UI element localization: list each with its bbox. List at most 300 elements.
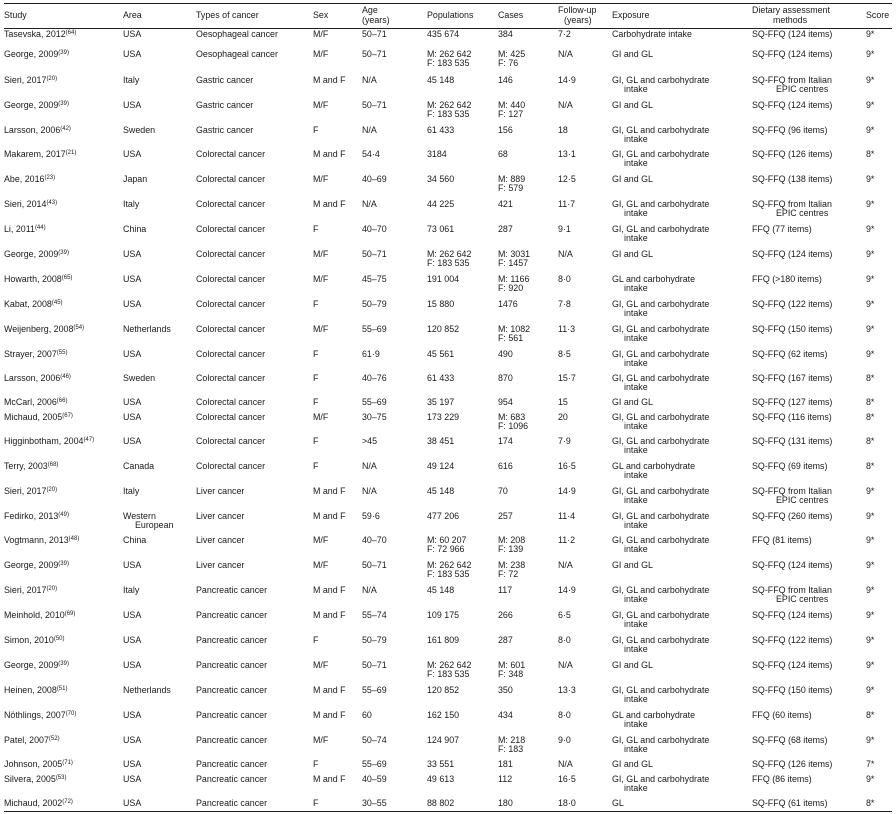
score-cell: 9* xyxy=(866,660,875,670)
population-cell: 173 229 xyxy=(427,412,460,422)
area-cell: Netherlands xyxy=(123,324,171,334)
diet-method-cell: SQ-FFQ (150 items) xyxy=(752,324,833,334)
sex-cell: M and F xyxy=(313,585,346,595)
cancer-type-cell: Colorectal cancer xyxy=(196,461,266,471)
follow-up-cell: 12·5 xyxy=(558,174,576,184)
cancer-type-cell: Pancreatic cancer xyxy=(196,798,268,808)
study-cell: George, 2009$^{(39)}$ xyxy=(4,49,69,59)
cancer-type-cell: Colorectal cancer xyxy=(196,274,266,284)
study-cell: Weijenberg, 2008$^{(54)}$ xyxy=(4,324,85,334)
cancer-type-cell: Colorectal cancer xyxy=(196,199,266,209)
diet-method-cell: SQ-FFQ (260 items) xyxy=(752,511,833,521)
study-cell: Sieri, 2014$^{(43)}$ xyxy=(4,199,58,209)
area-cell: USA xyxy=(123,100,142,110)
age-cell: N/A xyxy=(362,199,377,209)
cancer-type-cell: Gastric cancer xyxy=(196,75,254,85)
study-cell: Strayer, 2007$^{(55)}$ xyxy=(4,349,68,359)
study-cell: Kabat, 2008$^{(45)}$ xyxy=(4,299,63,309)
population-cell: 49 124 xyxy=(427,461,455,471)
reference-superscript: (70) xyxy=(65,711,77,717)
cancer-type-cell: Pancreatic cancer xyxy=(196,710,268,720)
exposure-cell: GI, GL and carbohydrate intake xyxy=(612,585,710,605)
diet-method-cell: SQ-FFQ (127 items) xyxy=(752,397,833,407)
age-cell: 30–75 xyxy=(362,412,387,422)
sex-cell: F xyxy=(313,397,319,407)
age-cell: 40–76 xyxy=(362,373,387,383)
cancer-type-cell: Colorectal cancer xyxy=(196,249,266,259)
score-cell: 9* xyxy=(866,75,875,85)
area-cell: USA xyxy=(123,29,142,39)
cases-cell: M: 208 F: 139 xyxy=(498,535,526,555)
age-cell: N/A xyxy=(362,486,377,496)
cancer-type-cell: Pancreatic cancer xyxy=(196,685,268,695)
population-cell: 15 880 xyxy=(427,299,455,309)
cases-cell: 954 xyxy=(498,397,513,407)
study-cell: George, 2009$^{(39)}$ xyxy=(4,560,69,570)
population-cell: 124 907 xyxy=(427,735,460,745)
study-cell: Sieri, 2017$^{(20)}$ xyxy=(4,486,58,496)
population-cell: 45 148 xyxy=(427,75,455,85)
population-cell: 44 225 xyxy=(427,199,455,209)
area-cell: USA xyxy=(123,274,142,284)
follow-up-cell: 14·9 xyxy=(558,585,576,595)
cases-cell: 68 xyxy=(498,149,508,159)
score-cell: 9* xyxy=(866,29,875,39)
header-score: Score xyxy=(866,10,890,20)
sex-cell: M and F xyxy=(313,774,346,784)
cancer-type-cell: Pancreatic cancer xyxy=(196,585,268,595)
score-cell: 7* xyxy=(866,759,875,769)
follow-up-cell: 7·2 xyxy=(558,29,571,39)
study-cell: Makarem, 2017$^{(21)}$ xyxy=(4,149,77,159)
diet-method-cell: SQ-FFQ (124 items) xyxy=(752,100,833,110)
population-cell: 3184 xyxy=(427,149,447,159)
cancer-type-cell: Colorectal cancer xyxy=(196,412,266,422)
exposure-cell: GI, GL and carbohydrate intake xyxy=(612,635,710,655)
score-cell: 8* xyxy=(866,397,875,407)
age-cell: 50–71 xyxy=(362,29,387,39)
reference-superscript: (68) xyxy=(47,462,59,468)
cases-cell: M: 425 F: 76 xyxy=(498,49,526,69)
area-cell: USA xyxy=(123,299,142,309)
exposure-cell: GI, GL and carbohydrate intake xyxy=(612,149,710,169)
score-cell: 8* xyxy=(866,149,875,159)
age-cell: 40–70 xyxy=(362,535,387,545)
follow-up-cell: 11·3 xyxy=(558,324,576,334)
reference-superscript: (49) xyxy=(58,512,69,518)
diet-method-cell: SQ-FFQ (167 items) xyxy=(752,373,833,383)
cancer-type-cell: Colorectal cancer xyxy=(196,174,266,184)
population-cell: 435 674 xyxy=(427,29,460,39)
area-cell: USA xyxy=(123,349,142,359)
follow-up-cell: 20 xyxy=(558,412,568,422)
reference-superscript: (50) xyxy=(53,636,65,642)
study-cell: Heinen, 2008$^{(51)}$ xyxy=(4,685,68,695)
area-cell: Netherlands xyxy=(123,685,171,695)
population-cell: 49 613 xyxy=(427,774,455,784)
cases-cell: 287 xyxy=(498,635,513,645)
exposure-cell: GI and GL xyxy=(612,49,653,59)
diet-method-cell: SQ-FFQ (116 items) xyxy=(752,412,832,422)
cancer-type-cell: Colorectal cancer xyxy=(196,299,266,309)
score-cell: 9* xyxy=(866,585,875,595)
age-cell: >45 xyxy=(362,436,378,446)
study-cell: Li, 2011$^{(44)}$ xyxy=(4,224,46,234)
population-cell: 88 802 xyxy=(427,798,455,808)
cancer-type-cell: Pancreatic cancer xyxy=(196,610,268,620)
population-cell: M: 262 642 F: 183 535 xyxy=(427,100,472,120)
exposure-cell: GI, GL and carbohydrate intake xyxy=(612,436,710,456)
area-cell: USA xyxy=(123,49,142,59)
sex-cell: F xyxy=(313,436,319,446)
follow-up-cell: 14·9 xyxy=(558,486,576,496)
header-sex: Sex xyxy=(313,10,329,20)
diet-method-cell: SQ-FFQ (124 items) xyxy=(752,249,833,259)
study-cell: Terry, 2003$^{(68)}$ xyxy=(4,461,59,471)
diet-method-cell: SQ-FFQ (62 items) xyxy=(752,349,828,359)
cancer-type-cell: Colorectal cancer xyxy=(196,149,266,159)
sex-cell: F xyxy=(313,349,319,359)
follow-up-cell: 8·0 xyxy=(558,635,571,645)
follow-up-cell: 18·0 xyxy=(558,798,576,808)
cases-cell: 112 xyxy=(498,774,513,784)
score-cell: 9* xyxy=(866,49,875,59)
exposure-cell: GI, GL and carbohydrate intake xyxy=(612,324,710,344)
cases-cell: M: 1082 F: 561 xyxy=(498,324,531,344)
reference-superscript: (43) xyxy=(46,200,58,206)
study-cell: Abe, 2016$^{(23)}$ xyxy=(4,174,56,184)
follow-up-cell: 15·7 xyxy=(558,373,576,383)
study-cell: Sieri, 2017$^{(20)}$ xyxy=(4,75,58,85)
reference-superscript: (55) xyxy=(56,350,68,356)
age-cell: 50–79 xyxy=(362,635,387,645)
score-cell: 9* xyxy=(866,224,875,234)
reference-superscript: (67) xyxy=(62,413,73,419)
study-cell: George, 2009$^{(39)}$ xyxy=(4,100,69,110)
reference-superscript: (64) xyxy=(65,30,77,36)
header-types: Types of cancer xyxy=(196,10,259,20)
age-cell: 55–74 xyxy=(362,610,387,620)
area-cell: Sweden xyxy=(123,125,156,135)
header-study: Study xyxy=(4,10,27,20)
follow-up-cell: 11·4 xyxy=(558,511,576,521)
diet-method-cell: SQ-FFQ (122 items) xyxy=(752,635,833,645)
age-cell: 50–71 xyxy=(362,660,387,670)
sex-cell: F xyxy=(313,798,319,808)
age-cell: 40–70 xyxy=(362,224,387,234)
cases-cell: M: 1166 F: 920 xyxy=(498,274,530,294)
score-cell: 9* xyxy=(866,274,875,284)
exposure-cell: GI, GL and carbohydrate intake xyxy=(612,412,710,432)
age-cell: 50–71 xyxy=(362,49,387,59)
follow-up-cell: 16·5 xyxy=(558,774,576,784)
cases-cell: 287 xyxy=(498,224,513,234)
reference-superscript: (23) xyxy=(44,175,56,181)
cancer-type-cell: Liver cancer xyxy=(196,535,245,545)
cases-cell: 616 xyxy=(498,461,513,471)
age-cell: N/A xyxy=(362,585,377,595)
follow-up-cell: 8·0 xyxy=(558,710,571,720)
population-cell: 191 004 xyxy=(427,274,460,284)
cases-cell: 146 xyxy=(498,75,513,85)
diet-method-cell: SQ-FFQ (61 items) xyxy=(752,798,828,808)
sex-cell: M and F xyxy=(313,610,346,620)
score-cell: 8* xyxy=(866,710,875,720)
cases-cell: 70 xyxy=(498,486,508,496)
area-cell: USA xyxy=(123,436,142,446)
sex-cell: M and F xyxy=(313,75,346,85)
cases-cell: 421 xyxy=(498,199,513,209)
score-cell: 9* xyxy=(866,511,875,521)
area-cell: China xyxy=(123,535,147,545)
diet-method-cell: SQ-FFQ (69 items) xyxy=(752,461,828,471)
exposure-cell: GL and carbohydrate intake xyxy=(612,274,696,294)
area-cell: USA xyxy=(123,412,142,422)
cases-cell: 174 xyxy=(498,436,513,446)
population-cell: 73 061 xyxy=(427,224,455,234)
reference-superscript: (20) xyxy=(46,76,58,82)
score-cell: 9* xyxy=(866,100,875,110)
score-cell: 9* xyxy=(866,635,875,645)
area-cell: USA xyxy=(123,735,142,745)
diet-method-cell: SQ-FFQ (131 items) xyxy=(752,436,833,446)
cases-cell: 117 xyxy=(498,585,513,595)
study-cell: Michaud, 2002$^{(72)}$ xyxy=(4,798,73,808)
exposure-cell: GI and GL xyxy=(612,660,653,670)
score-cell: 9* xyxy=(866,199,875,209)
cases-cell: 156 xyxy=(498,125,513,135)
header-exposure: Exposure xyxy=(612,10,650,20)
diet-method-cell: SQ-FFQ from Italian EPIC centres xyxy=(752,486,832,506)
score-cell: 9* xyxy=(866,299,875,309)
sex-cell: M/F xyxy=(313,49,329,59)
study-cell: Fedirko, 2013$^{(49)}$ xyxy=(4,511,69,521)
area-cell: USA xyxy=(123,759,142,769)
population-cell: M: 262 642 F: 183 535 xyxy=(427,560,472,580)
area-cell: Sweden xyxy=(123,373,156,383)
population-cell: M: 60 207 F: 72 966 xyxy=(427,535,467,555)
reference-superscript: (39) xyxy=(58,250,69,256)
cancer-type-cell: Oesophageal cancer xyxy=(196,29,278,39)
age-cell: 50–71 xyxy=(362,560,387,570)
exposure-cell: GI and GL xyxy=(612,100,653,110)
study-cell: Higginbotham, 2004$^{(47)}$ xyxy=(4,436,95,446)
diet-method-cell: FFQ (81 items) xyxy=(752,535,812,545)
header-diet-methods: methods xyxy=(773,15,808,25)
area-cell: USA xyxy=(123,774,142,784)
population-cell: 120 852 xyxy=(427,685,460,695)
follow-up-cell: 11·2 xyxy=(558,535,576,545)
reference-superscript: (44) xyxy=(34,225,46,231)
reference-superscript: (39) xyxy=(58,561,69,567)
age-cell: 55–69 xyxy=(362,759,387,769)
study-cell: George, 2009$^{(39)}$ xyxy=(4,249,69,259)
exposure-cell: GI, GL and carbohydrate intake xyxy=(612,774,710,794)
header-populations: Populations xyxy=(427,10,474,20)
cancer-type-cell: Colorectal cancer xyxy=(196,224,266,234)
study-cell: Larsson, 2006$^{(42)}$ xyxy=(4,125,71,135)
cancer-type-cell: Liver cancer xyxy=(196,486,245,496)
age-cell: 45–75 xyxy=(362,274,387,284)
diet-method-cell: SQ-FFQ (138 items) xyxy=(752,174,833,184)
population-cell: 477 206 xyxy=(427,511,460,521)
age-cell: 40–69 xyxy=(362,174,387,184)
population-cell: 33 551 xyxy=(427,759,455,769)
sex-cell: M and F xyxy=(313,199,346,209)
exposure-cell: GI, GL and carbohydrate intake xyxy=(612,199,710,219)
study-cell: Michaud, 2005$^{(67)}$ xyxy=(4,412,73,422)
score-cell: 9* xyxy=(866,535,875,545)
score-cell: 8* xyxy=(866,798,875,808)
sex-cell: M and F xyxy=(313,149,346,159)
age-cell: N/A xyxy=(362,125,377,135)
population-cell: 161 809 xyxy=(427,635,460,645)
cancer-type-cell: Pancreatic cancer xyxy=(196,774,268,784)
reference-superscript: (54) xyxy=(73,325,85,331)
study-cell: Larsson, 2006$^{(46)}$ xyxy=(4,373,71,383)
diet-method-cell: SQ-FFQ from Italian EPIC centres xyxy=(752,199,832,219)
age-cell: 50–74 xyxy=(362,735,387,745)
study-cell: Simon, 2010$^{(50)}$ xyxy=(4,635,65,645)
follow-up-cell: 11·7 xyxy=(558,199,576,209)
score-cell: 9* xyxy=(866,125,875,135)
diet-method-cell: SQ-FFQ (124 items) xyxy=(752,560,833,570)
age-cell: 60 xyxy=(362,710,372,720)
cancer-type-cell: Pancreatic cancer xyxy=(196,735,268,745)
diet-method-cell: FFQ (86 items) xyxy=(752,774,812,784)
follow-up-cell: 18 xyxy=(558,125,568,135)
population-cell: 45 561 xyxy=(427,349,455,359)
exposure-cell: GI, GL and carbohydrate intake xyxy=(612,486,710,506)
diet-method-cell: SQ-FFQ from Italian EPIC centres xyxy=(752,585,832,605)
score-cell: 8* xyxy=(866,436,875,446)
exposure-cell: Carbohydrate intake xyxy=(612,29,692,39)
age-cell: 55–69 xyxy=(362,685,387,695)
sex-cell: M/F xyxy=(313,274,329,284)
age-cell: 50–79 xyxy=(362,299,387,309)
age-cell: 61·9 xyxy=(362,349,380,359)
cases-cell: 180 xyxy=(498,798,513,808)
header-area: Area xyxy=(123,10,142,20)
sex-cell: F xyxy=(313,125,319,135)
header-age: Age xyxy=(362,5,378,15)
diet-method-cell: SQ-FFQ (122 items) xyxy=(752,299,833,309)
cases-cell: 490 xyxy=(498,349,513,359)
age-cell: N/A xyxy=(362,75,377,85)
follow-up-cell: 14·9 xyxy=(558,75,576,85)
study-cell: Johnson, 2005$^{(71)}$ xyxy=(4,759,73,769)
area-cell: Italy xyxy=(123,199,140,209)
cases-cell: M: 218 F: 183 xyxy=(498,735,526,755)
population-cell: M: 262 642 F: 183 535 xyxy=(427,660,472,680)
exposure-cell: GI, GL and carbohydrate intake xyxy=(612,511,710,531)
reference-superscript: (21) xyxy=(65,150,77,156)
exposure-cell: GI, GL and carbohydrate intake xyxy=(612,299,710,319)
diet-method-cell: SQ-FFQ (124 items) xyxy=(752,29,833,39)
area-cell: Western European xyxy=(123,511,174,531)
reference-superscript: (71) xyxy=(62,760,73,766)
sex-cell: M/F xyxy=(313,535,329,545)
exposure-cell: GI, GL and carbohydrate intake xyxy=(612,224,710,244)
cancer-type-cell: Colorectal cancer xyxy=(196,349,266,359)
reference-superscript: (47) xyxy=(83,437,95,443)
reference-superscript: (52) xyxy=(48,736,60,742)
study-cell: Howarth, 2008$^{(65)}$ xyxy=(4,274,73,284)
sex-cell: M and F xyxy=(313,685,346,695)
population-cell: 61 433 xyxy=(427,125,455,135)
population-cell: 38 451 xyxy=(427,436,455,446)
cases-cell: 181 xyxy=(498,759,513,769)
age-cell: 30–55 xyxy=(362,798,387,808)
cases-cell: 1476 xyxy=(498,299,518,309)
sex-cell: F xyxy=(313,224,319,234)
sex-cell: M/F xyxy=(313,560,329,570)
area-cell: USA xyxy=(123,610,142,620)
reference-superscript: (20) xyxy=(46,586,58,592)
diet-method-cell: SQ-FFQ (126 items) xyxy=(752,759,833,769)
reference-superscript: (48) xyxy=(68,536,80,542)
diet-method-cell: SQ-FFQ (126 items) xyxy=(752,149,833,159)
score-cell: 9* xyxy=(866,249,875,259)
score-cell: 8* xyxy=(866,412,875,422)
population-cell: 61 433 xyxy=(427,373,455,383)
follow-up-cell: 8·0 xyxy=(558,274,571,284)
cases-cell: M: 440 F: 127 xyxy=(498,100,526,120)
bottom-rule xyxy=(4,811,892,812)
population-cell: 35 197 xyxy=(427,397,455,407)
header-follow-up: Follow-up xyxy=(558,5,597,15)
exposure-cell: GL xyxy=(612,798,624,808)
exposure-cell: GI, GL and carbohydrate intake xyxy=(612,349,710,369)
sex-cell: M and F xyxy=(313,710,346,720)
diet-method-cell: SQ-FFQ (68 items) xyxy=(752,735,828,745)
age-cell: 50–71 xyxy=(362,249,387,259)
cancer-type-cell: Pancreatic cancer xyxy=(196,635,268,645)
cases-cell: 870 xyxy=(498,373,513,383)
reference-superscript: (65) xyxy=(61,275,73,281)
population-cell: 34 560 xyxy=(427,174,455,184)
follow-up-cell: 9·0 xyxy=(558,735,571,745)
exposure-cell: GI and GL xyxy=(612,560,653,570)
cases-cell: M: 601 F: 348 xyxy=(498,660,526,680)
follow-up-cell: 7·9 xyxy=(558,436,571,446)
age-cell: 55–69 xyxy=(362,324,387,334)
score-cell: 8* xyxy=(866,373,875,383)
cases-cell: M: 683 F: 1096 xyxy=(498,412,529,432)
diet-method-cell: SQ-FFQ (124 items) xyxy=(752,610,833,620)
diet-method-cell: FFQ (60 items) xyxy=(752,710,812,720)
follow-up-cell: 13·1 xyxy=(558,149,576,159)
area-cell: USA xyxy=(123,249,142,259)
exposure-cell: GI and GL xyxy=(612,397,653,407)
area-cell: Canada xyxy=(123,461,155,471)
header-age-unit: (years) xyxy=(362,15,390,25)
cancer-type-cell: Colorectal cancer xyxy=(196,324,266,334)
cancer-type-cell: Pancreatic cancer xyxy=(196,660,268,670)
cancer-type-cell: Oesophageal cancer xyxy=(196,49,278,59)
score-cell: 9* xyxy=(866,560,875,570)
exposure-cell: GI, GL and carbohydrate intake xyxy=(612,75,710,95)
sex-cell: F xyxy=(313,461,319,471)
reference-superscript: (69) xyxy=(64,611,76,617)
top-rule xyxy=(4,3,892,4)
reference-superscript: (45) xyxy=(51,300,63,306)
header-cases: Cases xyxy=(498,10,524,20)
score-cell: 9* xyxy=(866,486,875,496)
cancer-type-cell: Gastric cancer xyxy=(196,125,254,135)
reference-superscript: (51) xyxy=(56,686,68,692)
area-cell: China xyxy=(123,224,147,234)
